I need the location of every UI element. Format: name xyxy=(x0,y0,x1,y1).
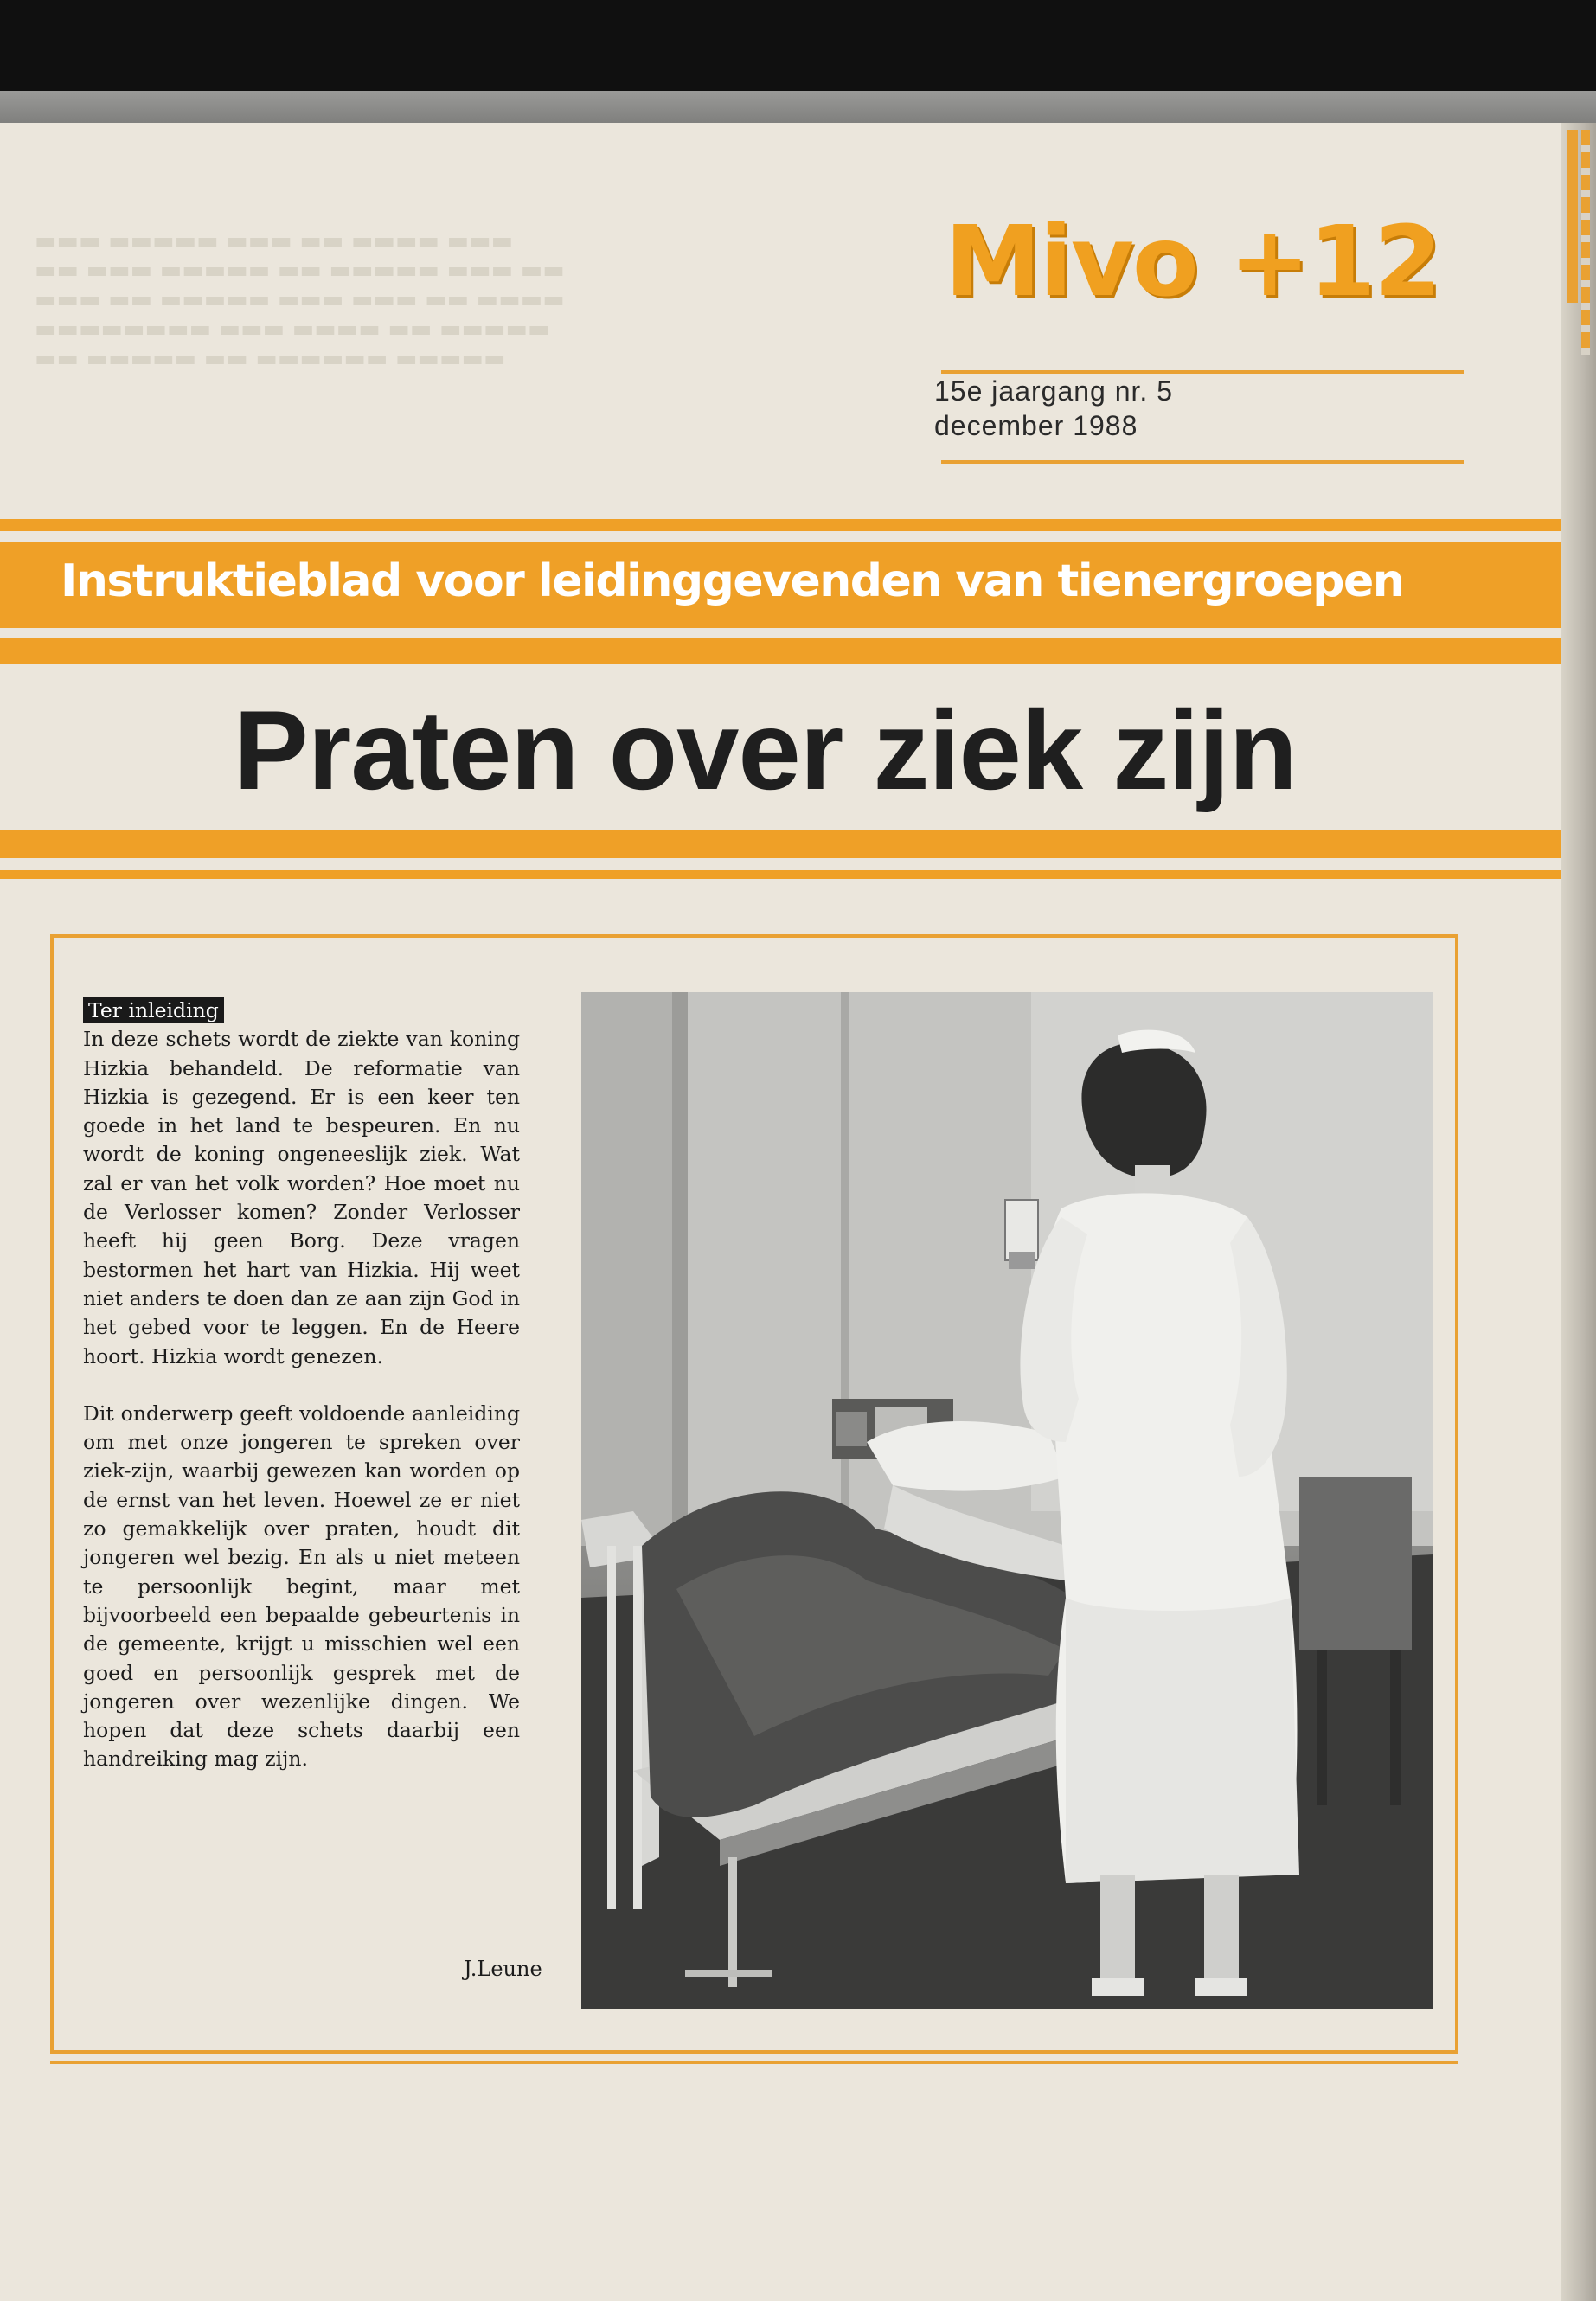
edge-tab xyxy=(1567,130,1578,303)
stripe-thin-1 xyxy=(0,519,1561,531)
masthead-logo: Mivo +12 xyxy=(945,206,1440,318)
bleed-through-texture: ▬▬▬ ▬▬▬▬▬ ▬▬▬ ▬▬ ▬▬▬▬ ▬▬▬ ▬▬ ▬▬▬ ▬▬▬▬▬ ▬▬ ▬▬▬▬▬ ▬▬▬ ▬▬ ▬▬▬ ▬▬ ▬▬▬▬▬ ▬▬▬ ▬▬▬ ▬▬ ▬▬▬▬ ▬▬▬▬▬▬▬▬ ▬▬▬ ▬▬▬▬ ▬▬ ▬▬▬▬▬ ▬▬ ▬▬▬▬▬ ▬▬ ▬▬▬▬▬▬ ▬▬▬▬▬ xyxy=(35,228,565,372)
intro-column xyxy=(83,997,520,1774)
issue-rule-bottom xyxy=(941,460,1464,464)
bottom-rule xyxy=(50,2061,1458,2064)
hospital-photo-illustration xyxy=(581,992,1433,2009)
page-edge xyxy=(1561,123,1596,2301)
scan-background-top xyxy=(0,0,1596,91)
intro-paragraph-1: In deze schets wordt de ziekte van koning Hizkia behandeld. De reformatie van Hizkia is gezegend. Er is een keer ten goede in het land te bespeuren. En nu wordt de koning ongeneeslijk ziek. Wat zal er van het volk worden? Hoe moet nu de Verlosser komen? Zonder Verlosser heeft hij geen Borg. Deze vragen bestormen het hart van Hizkia. Hij weet niet anders te doen dan ze aan zijn God in het gebed voor te leggen. En de Heere hoort. Hizkia wordt genezen. xyxy=(83,1027,520,1368)
author-signature: J.Leune xyxy=(464,1957,542,1981)
issue-number: 15e jaargang nr. 5 xyxy=(934,375,1173,407)
edge-tab-stack xyxy=(1581,130,1590,355)
issue-date: december 1988 xyxy=(934,410,1138,441)
magazine-page xyxy=(0,123,1561,2301)
hospital-photo xyxy=(581,992,1433,2009)
subtitle: Instruktieblad voor leidinggevenden van tienergroepen xyxy=(61,555,1404,607)
stripe-thin-3 xyxy=(0,870,1561,879)
stripe-thin-2 xyxy=(0,638,1561,664)
intro-paragraph-2: Dit onderwerp geeft voldoende aanleiding om met onze jongeren te spreken over ziek-zijn, waarbij gewezen kan worden op de ernst van het leven. Hoewel ze er niet zo gemakkelijk over praten, houdt dit jongeren wel bezig. En als u niet meteen te persoonlijk begint, maar met bijvoorbeeld een bepaalde gebeurtenis in de gemeente, krijgt u misschien wel een goed en persoonlijk gesprek met de jongeren over wezenlijke dingen. We hopen dat deze schets daarbij een handreiking mag zijn. xyxy=(83,1400,520,1772)
issue-rule-top xyxy=(941,370,1464,374)
intro-label: Ter inleiding xyxy=(83,997,224,1023)
stripe-below-headline xyxy=(0,830,1561,858)
scan-background-band xyxy=(0,91,1596,127)
headline: Praten over ziek zijn xyxy=(234,687,1297,813)
